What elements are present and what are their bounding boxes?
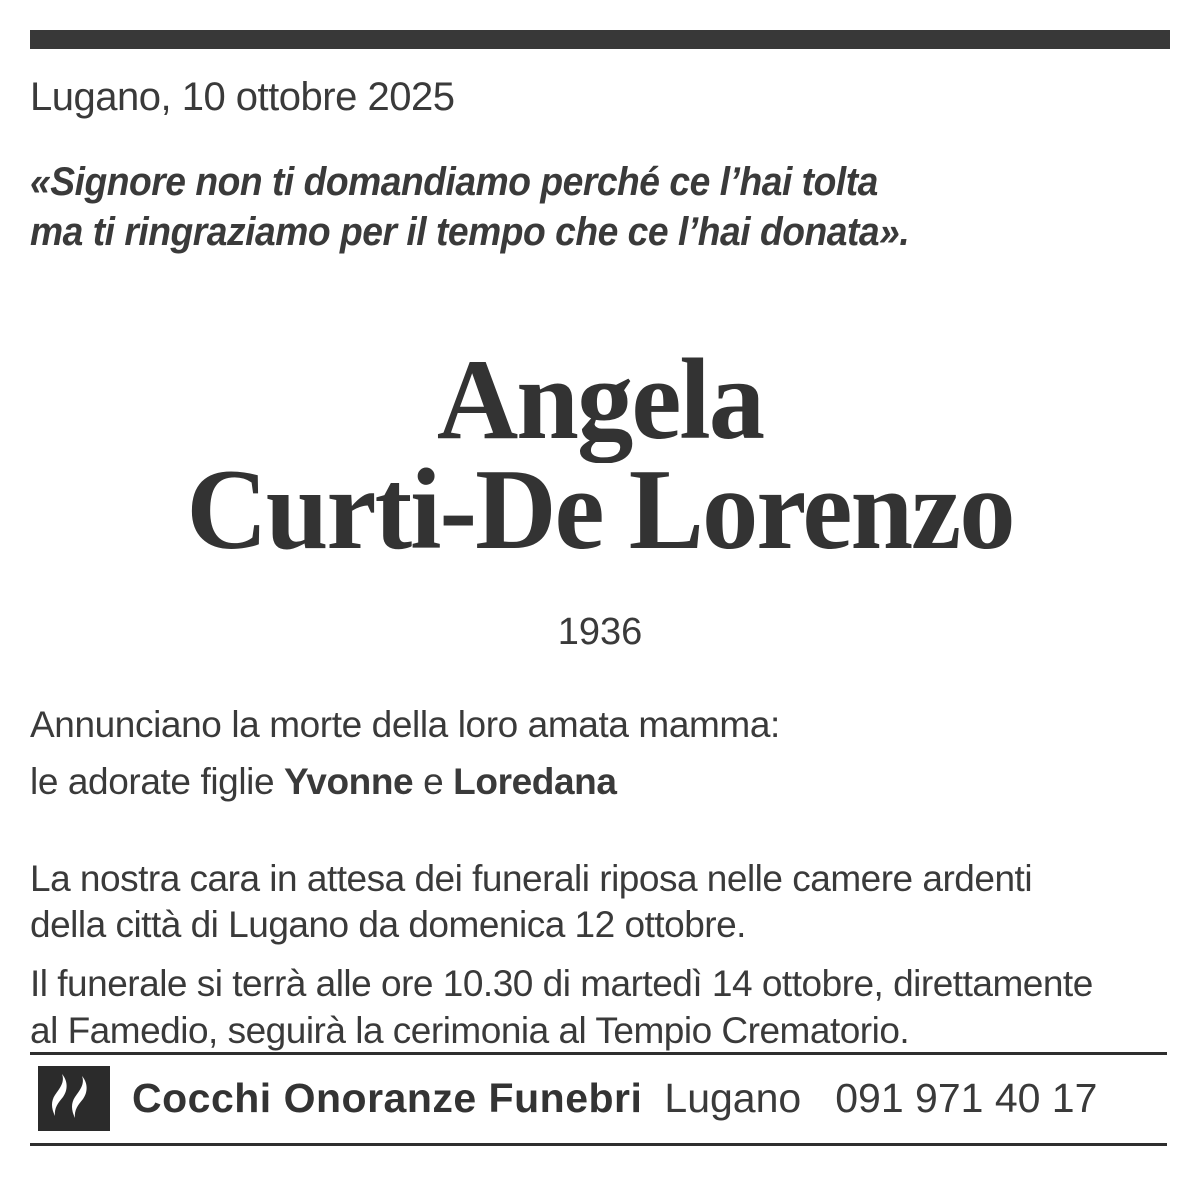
announcement-block: [30, 697, 1170, 809]
deceased-first-name: Angela: [436, 336, 764, 463]
announcement-line: Annunciano la morte della loro amata mamma:: [30, 704, 780, 746]
funeral-home-phone: 091 971 40 17: [835, 1075, 1098, 1121]
wake-paragraph: [30, 856, 1170, 949]
top-divider-bar: [30, 30, 1170, 49]
epigraph-line-2: ma ti ringraziamo per il tempo che ce l’hai donata».: [30, 210, 910, 254]
daughter-name-2: Loredana: [453, 760, 617, 802]
funeral-paragraph-line-1: Il funerale si terrà alle ore 10.30 di martedì 14 ottobre, direttamente: [30, 963, 1093, 1005]
footer-row: [30, 1066, 1167, 1131]
deceased-last-name: Curti-De Lorenzo: [186, 446, 1014, 574]
family-line: [30, 754, 1170, 810]
funeral-home-name: Cocchi Onoranze Funebri: [132, 1075, 643, 1121]
daughter-name-1: Yvonne: [284, 760, 414, 802]
wake-paragraph-line-2: della città di Lugano da domenica 12 ottobre.: [30, 904, 746, 946]
funeral-home-footer: [30, 1052, 1167, 1146]
funeral-home-city: Lugano: [664, 1075, 802, 1121]
family-prefix: le adorate figlie: [30, 760, 285, 802]
funeral-paragraph-line-2: al Famedio, seguirà la cerimonia al Tempio Crematorio.: [30, 1009, 910, 1051]
epigraph-line-1: «Signore non ti domandiamo perché ce l’hai tolta: [30, 160, 878, 204]
funeral-paragraph: [30, 961, 1170, 1054]
deceased-name: [30, 336, 1170, 574]
wake-paragraph-line-1: La nostra cara in attesa dei funerali riposa nelle camere ardenti: [30, 857, 1033, 899]
double-flame-icon: [38, 1066, 110, 1131]
dateline: Lugano, 10 ottobre 2025: [30, 75, 455, 119]
epigraph-quote: [30, 157, 1170, 257]
birth-year: 1936: [557, 610, 643, 653]
family-conjunction: e: [413, 760, 454, 802]
